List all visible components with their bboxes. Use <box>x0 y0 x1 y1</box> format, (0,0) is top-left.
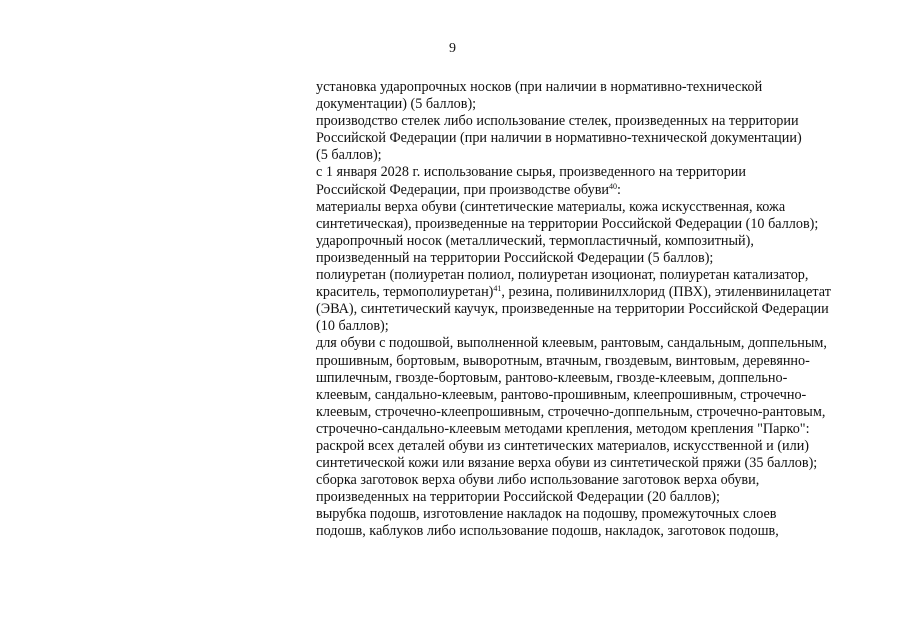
text-line: произведенных на территории Российской Федерации (20 баллов); <box>316 489 720 506</box>
text-line: клеевым, строчечно-клеепрошивным, строчечно-доппельным, строчечно-рантовым, <box>316 403 826 420</box>
document-body <box>316 79 876 541</box>
text-line: шпилечным, гвозде-бортовым, рантово-клеевым, гвозде-клеевым, доппельно- <box>316 369 788 386</box>
text-line: (ЭВА), синтетический каучук, произведенные на территории Российской Федерации <box>316 301 829 318</box>
text-line: раскрой всех деталей обуви из синтетических материалов, искусственной и (или) <box>316 437 810 454</box>
text-line: подошв, каблуков либо использование подошв, накладок, заготовок подошв, <box>316 523 779 540</box>
text-line: установка ударопрочных носков (при наличии в нормативно-технической <box>316 79 763 95</box>
text-line: производство стелек либо использование стелек, произведенных на территории <box>316 113 799 130</box>
text-line: строчечно-сандально-клеевым методами крепления, методом крепления "Парко": <box>316 420 810 437</box>
text-line: краситель, термополиуретан)$^{41}$, резина, поливинилхлорид (ПВХ), этиленвинилацетат <box>316 284 831 301</box>
text-line: Российской Федерации, при производстве обуви$^{40}$: <box>316 181 621 198</box>
text-line: синтетическая), произведенные на территории Российской Федерации (10 баллов); <box>316 215 819 232</box>
text-line: Российской Федерации (при наличии в нормативно-технической документации) <box>316 130 802 147</box>
footnote-ref: 41 <box>493 284 502 294</box>
text-line: клеевым, сандально-клеевым, рантово-прошивным, клеепрошивным, строчечно- <box>316 386 807 403</box>
text-line: полиуретан (полиуретан полиол, полиуретан изоционат, полиуретан катализатор, <box>316 267 809 284</box>
text-line: сборка заготовок верха обуви либо использование заготовок верха обуви, <box>316 472 760 489</box>
text-line: материалы верха обуви (синтетические материалы, кожа искусственная, кожа <box>316 198 786 215</box>
text-line: документации) (5 баллов); <box>316 96 477 113</box>
footnote-ref: 40 <box>608 181 617 191</box>
text-line: (10 баллов); <box>316 318 389 335</box>
text-line: вырубка подошв, изготовление накладок на подошву, промежуточных слоев <box>316 506 777 523</box>
text-line: синтетической кожи или вязание верха обуви из синтетической пряжи (35 баллов); <box>316 455 818 472</box>
text-line: произведенный на территории Российской Федерации (5 баллов); <box>316 249 714 266</box>
text-line: с 1 января 2028 г. использование сырья, произведенного на территории <box>316 164 746 181</box>
text-line: прошивным, бортовым, выворотным, втачным, гвоздевым, винтовым, деревянно- <box>316 352 810 369</box>
text-line: ударопрочный носок (металлический, термопластичный, композитный), <box>316 232 754 249</box>
text-line: для обуви с подошвой, выполненной клеевым, рантовым, сандальным, доппельным, <box>316 335 827 352</box>
page-number: 9 <box>449 41 456 56</box>
text-line: (5 баллов); <box>316 147 382 164</box>
